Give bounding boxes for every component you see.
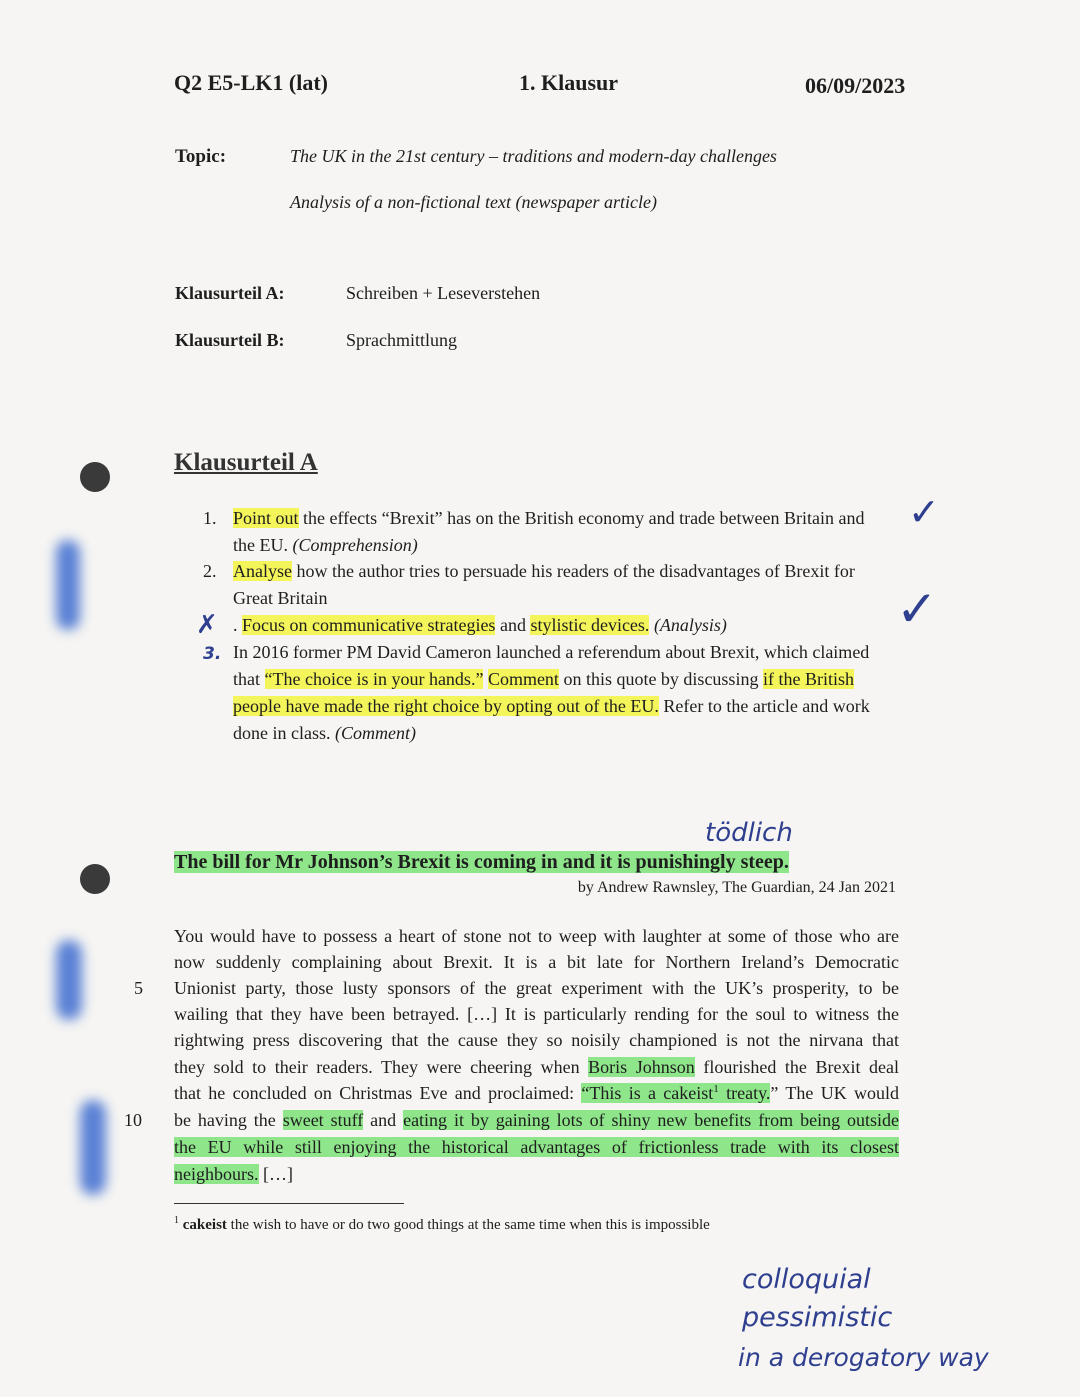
handwritten-note-3: in a derogatory way	[738, 1343, 989, 1372]
task-3-line-4	[233, 723, 416, 744]
footnote-ref: 1	[713, 1083, 719, 1095]
article-line-7-a: that he concluded on Christmas Eve and proclaimed:	[174, 1083, 582, 1103]
article-byline: by Andrew Rawnsley, The Guardian, 24 Jan 2021	[577, 879, 896, 896]
task-2-text: how the author tries to persuade his readers of the disadvantages of Brexit for	[291, 561, 855, 581]
handwritten-note-title: tödlich	[705, 818, 793, 848]
blue-smudge-3	[80, 1100, 106, 1195]
article-line-1: You would have to possess a heart of stone not to weep with laughter at some of those who are	[174, 926, 899, 946]
article-line-5: rightwing press discovering that the cause they so noisily championed is not the nirvana that	[174, 1030, 899, 1050]
footnote-term: cakeist	[182, 1217, 227, 1233]
article-line-7-hl	[581, 1083, 770, 1103]
task-2-line-2: Great Britain	[233, 588, 328, 608]
task-1-text: the effects “Brexit” has on the British economy and trade between Britain and	[298, 508, 865, 528]
task-1-number: 1.	[203, 508, 217, 528]
exam-date: 06/09/2023	[805, 73, 906, 98]
task-1-verb: Point out	[233, 508, 299, 528]
part-a-label: Klausurteil A:	[175, 283, 285, 303]
task-3-that: that	[233, 669, 265, 689]
section-heading: Klausurteil A	[174, 449, 318, 476]
handwritten-note-1: colloquial	[742, 1264, 871, 1295]
check-mark-2: ✓	[896, 580, 938, 638]
task-3-choice: people have made the right choice by opting out of the EU.	[233, 696, 659, 716]
task-3-line-2	[233, 669, 854, 690]
task-1-line-2	[233, 535, 418, 556]
article-line-10-b: […]	[258, 1164, 293, 1184]
article-line-7	[174, 1083, 899, 1104]
task-2-number: 2.	[203, 561, 217, 581]
article-line-8-hl1: sweet stuff	[282, 1110, 364, 1130]
task-2-line-3	[233, 615, 727, 636]
check-mark-1: ✓	[908, 490, 940, 534]
task-2-dot: .	[233, 615, 242, 635]
blue-smudge-2	[56, 940, 82, 1020]
topic-line-1: The UK in the 21st century – traditions and modern-day challenges	[290, 146, 777, 166]
task-3-refer: Refer to the article and work	[658, 696, 870, 716]
article-line-7-b: ” The UK would	[770, 1083, 900, 1103]
task-3-verb: Comment	[487, 669, 559, 689]
article-line-6-a: they sold to their readers. They were cheering when	[174, 1057, 589, 1077]
task-2-type: (Analysis)	[653, 615, 727, 635]
footnote-rule	[174, 1203, 404, 1204]
task-2-line-1	[233, 561, 855, 582]
cross-mark: ✗	[196, 610, 218, 640]
topic-line-2: Analysis of a non-fictional text (newspaper article)	[290, 192, 657, 212]
task-3-handwritten-number: 3.	[203, 644, 222, 664]
article-line-8-a: be having the	[174, 1110, 283, 1130]
blue-smudge-1	[56, 540, 80, 630]
article-line-6-b: flourished the Brexit deal	[694, 1057, 899, 1077]
article-line-6-hl: Boris Johnson	[588, 1057, 695, 1077]
line-number-5: 5	[134, 978, 143, 998]
line-number-10: 10	[124, 1110, 142, 1130]
article-line-2: now suddenly complaining about Brexit. It is a bit late for Northern Ireland’s Democratic	[174, 952, 899, 972]
task-3-quote: “The choice is in your hands.”	[264, 669, 484, 689]
task-2-devices: stylistic devices.	[530, 615, 650, 635]
course-code: Q2 E5-LK1 (lat)	[174, 70, 328, 95]
task-3-text: on this quote by discussing	[558, 669, 763, 689]
task-1-line-1	[233, 508, 865, 529]
article-line-9	[174, 1137, 899, 1158]
task-3-line-3	[233, 696, 870, 717]
part-b-label: Klausurteil B:	[175, 330, 285, 350]
article-title	[174, 851, 789, 874]
task-2-verb: Analyse	[233, 561, 292, 581]
task-3-line-1: In 2016 former PM David Cameron launched a referendum about Brexit, which claimed	[233, 642, 870, 662]
article-line-8-b: and	[363, 1110, 404, 1130]
footnote-number: 1	[174, 1215, 179, 1226]
punch-hole-bottom	[80, 864, 110, 894]
article-line-8	[174, 1110, 899, 1131]
article-line-10	[174, 1164, 899, 1185]
part-a-value: Schreiben + Leseverstehen	[346, 283, 541, 303]
article-line-6	[174, 1057, 899, 1078]
part-b-value: Sprachmittlung	[346, 330, 457, 350]
article-line-3: Unionist party, those lusty sponsors of the great experiment with the UK’s prosperity, to be	[174, 978, 899, 998]
task-1-type: (Comprehension)	[292, 535, 418, 555]
article-title-text: The bill for Mr Johnson’s Brexit is coming in and it is punishingly steep.	[174, 851, 789, 873]
task-2-and: and	[495, 615, 531, 635]
article-line-10-hl: neighbours.	[174, 1164, 259, 1184]
cakeist-quote: “This is a cakeist	[581, 1083, 714, 1103]
exam-title: 1. Klausur	[519, 70, 619, 95]
handwritten-note-2: pessimistic	[742, 1302, 893, 1333]
task-3-done: done in class.	[233, 723, 335, 743]
task-1-text-2: the EU.	[233, 535, 293, 555]
footnote-text: the wish to have or do two good things at the same time when this is impossible	[226, 1217, 710, 1233]
task-3-british: if the British	[762, 669, 854, 689]
article-line-8-hl2: eating it by gaining lots of shiny new benefits from being outside	[403, 1110, 899, 1130]
footnote	[174, 1215, 710, 1234]
task-2-focus: Focus on communicative strategies	[242, 615, 496, 635]
task-3-type: (Comment)	[334, 723, 416, 743]
punch-hole-top	[80, 462, 110, 492]
treaty-text: treaty.	[718, 1083, 771, 1103]
article-line-4: wailing that they have been betrayed. […] It is particularly rending for the soul to witness the	[174, 1004, 899, 1024]
article-line-9-hl: the EU while still enjoying the historical advantages of frictionless trade with its closest	[174, 1137, 899, 1157]
topic-label: Topic:	[175, 146, 227, 167]
